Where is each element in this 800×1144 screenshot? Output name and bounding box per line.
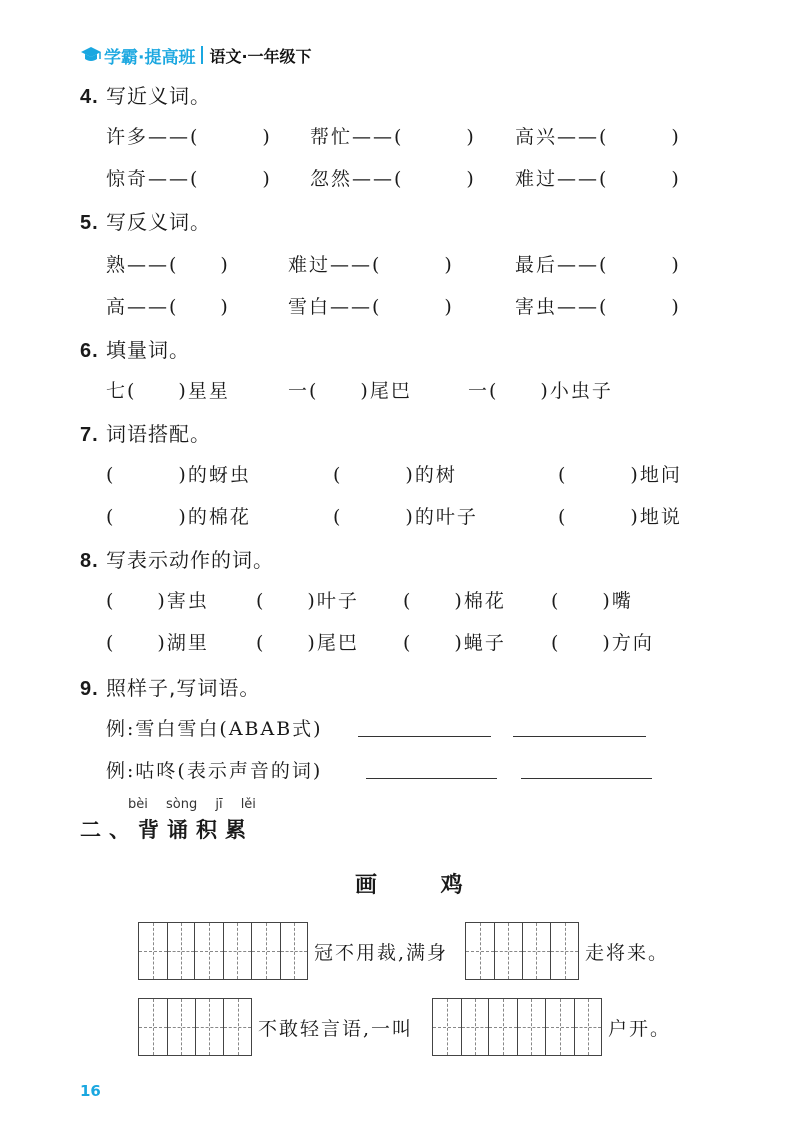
q4-title: 4. 写近义词。 (80, 84, 212, 108)
q8-title: 8. 写表示动作的词。 (80, 548, 275, 572)
section-pinyin: bèi sòng jī lěi (128, 797, 256, 812)
q4-item[interactable]: 惊奇——( ) (106, 168, 272, 190)
q5-title: 5. 写反义词。 (80, 210, 212, 234)
q7-item[interactable]: ( )地说 (558, 506, 682, 528)
q4-item[interactable]: 忽然——( ) (310, 168, 476, 190)
grid-cell[interactable] (551, 923, 578, 979)
writing-grid[interactable] (138, 922, 308, 980)
q8-item[interactable]: ( )方向 (551, 632, 654, 654)
q8-item[interactable]: ( )嘴 (551, 590, 633, 612)
grid-cell[interactable] (168, 999, 196, 1055)
grid-cell[interactable] (546, 999, 575, 1055)
q8-item[interactable]: ( )叶子 (256, 590, 359, 612)
graduation-cap-icon (80, 44, 102, 66)
poem-line2-text: 不敢轻言语,一叫 (258, 1018, 414, 1040)
q8-item[interactable]: ( )湖里 (106, 632, 209, 654)
grid-cell[interactable] (224, 999, 251, 1055)
q5-item[interactable]: 雪白——( ) (288, 296, 454, 318)
q9-example-abab: 例:雪白雪白(ABAB式) (106, 718, 323, 740)
subject-label: 语文·一年级下 (209, 46, 312, 66)
grid-cell[interactable] (139, 999, 168, 1055)
grid-cell[interactable] (466, 923, 495, 979)
grid-cell[interactable] (252, 923, 281, 979)
writing-grid[interactable] (432, 998, 602, 1056)
grid-cell[interactable] (523, 923, 552, 979)
q5-item[interactable]: 难过——( ) (288, 254, 454, 276)
grid-cell[interactable] (196, 999, 225, 1055)
q8-item[interactable]: ( )尾巴 (256, 632, 359, 654)
q8-item[interactable]: ( )害虫 (106, 590, 209, 612)
q9-title: 9. 照样子,写词语。 (80, 676, 261, 700)
grid-cell[interactable] (433, 999, 462, 1055)
grid-cell[interactable] (168, 923, 196, 979)
grid-cell[interactable] (462, 999, 490, 1055)
brand-title: 学霸·提高班 (104, 47, 196, 68)
grid-cell[interactable] (518, 999, 547, 1055)
grid-cell[interactable] (281, 923, 308, 979)
q5-item[interactable]: 害虫——( ) (515, 296, 681, 318)
q7-item[interactable]: ( )的棉花 (106, 506, 251, 528)
q5-item[interactable]: 最后——( ) (515, 254, 681, 276)
q7-title: 7. 词语搭配。 (80, 422, 212, 446)
q6-item[interactable]: 一( )尾巴 (288, 380, 412, 402)
grid-cell[interactable] (575, 999, 602, 1055)
q6-item[interactable]: 一( )小虫子 (468, 380, 613, 402)
q7-item[interactable]: ( )的树 (333, 464, 457, 486)
grid-cell[interactable] (224, 923, 253, 979)
q8-item[interactable]: ( )蝇子 (403, 632, 506, 654)
q5-item[interactable]: 熟——( ) (106, 254, 230, 276)
answer-line[interactable] (513, 736, 646, 737)
q6-title: 6. 填量词。 (80, 338, 191, 362)
q9-example-sound: 例:咕咚(表示声音的词) (106, 760, 323, 782)
page-header (80, 40, 312, 70)
grid-cell[interactable] (195, 923, 224, 979)
q4-item[interactable]: 许多——( ) (106, 126, 272, 148)
answer-line[interactable] (358, 736, 491, 737)
q4-item[interactable]: 高兴——( ) (515, 126, 681, 148)
q4-item[interactable]: 帮忙——( ) (310, 126, 476, 148)
answer-line[interactable] (366, 778, 497, 779)
poem-line1-end: 走将来。 (585, 942, 670, 964)
q5-item[interactable]: 高——( ) (106, 296, 230, 318)
header-divider (201, 46, 203, 64)
poem-line1-text: 冠不用裁,满身 (314, 942, 449, 964)
q4-item[interactable]: 难过——( ) (515, 168, 681, 190)
poem-title: 画 鸡 (355, 872, 491, 898)
writing-grid[interactable] (138, 998, 252, 1056)
q7-item[interactable]: ( )的叶子 (333, 506, 478, 528)
page-number: 16 (80, 1082, 101, 1100)
section-title: 二、背诵积累 (80, 818, 254, 842)
q8-item[interactable]: ( )棉花 (403, 590, 506, 612)
q6-item[interactable]: 七( )星星 (106, 380, 230, 402)
grid-cell[interactable] (139, 923, 168, 979)
poem-line2-end: 户开。 (608, 1018, 672, 1040)
answer-line[interactable] (521, 778, 652, 779)
grid-cell[interactable] (489, 999, 518, 1055)
q7-item[interactable]: ( )地问 (558, 464, 682, 486)
grid-cell[interactable] (495, 923, 523, 979)
q7-item[interactable]: ( )的蚜虫 (106, 464, 251, 486)
writing-grid[interactable] (465, 922, 579, 980)
